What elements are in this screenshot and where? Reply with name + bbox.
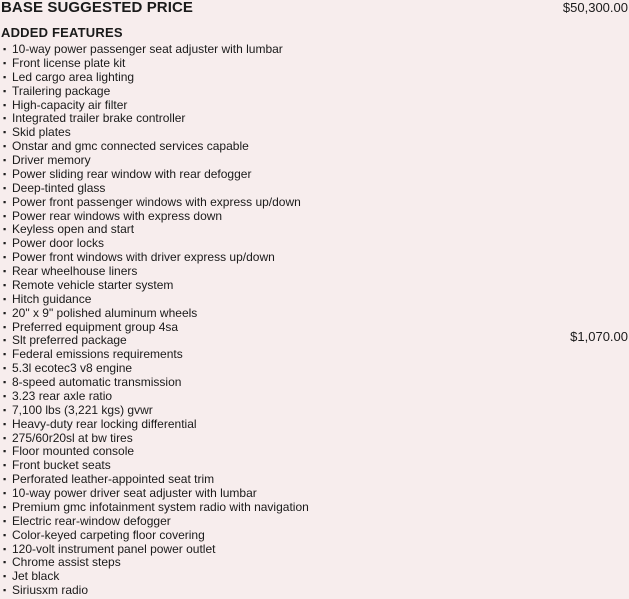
bullet-icon: ▪ — [3, 488, 7, 498]
bullet-icon: ▪ — [3, 85, 7, 96]
bullet-icon: ▪ — [3, 446, 7, 457]
feature-item — [0, 210, 629, 224]
feature-item — [0, 543, 629, 557]
feature-item — [0, 501, 629, 515]
feature-label: Premium gmc infotainment system radio with navigation — [12, 499, 309, 514]
base-price-value: $50,300.00 — [562, 0, 628, 15]
feature-label: Power front windows with driver express up/down — [12, 250, 275, 265]
bullet-icon: ▪ — [3, 557, 7, 568]
bullet-icon: ▪ — [3, 529, 7, 540]
feature-label: 3.23 rear axle ratio — [12, 388, 113, 403]
bullet-icon: ▪ — [3, 57, 7, 68]
bullet-icon: ▪ — [3, 266, 7, 276]
bullet-icon: ▪ — [3, 293, 7, 304]
bullet-icon: ▪ — [3, 349, 7, 360]
bullet-icon: ▪ — [3, 168, 7, 179]
feature-item — [0, 473, 629, 487]
feature-item — [0, 570, 629, 584]
feature-label: Federal emissions requirements — [12, 347, 183, 362]
feature-item — [0, 362, 629, 376]
bullet-icon: ▪ — [3, 363, 7, 374]
feature-item — [0, 99, 629, 113]
feature-label: Skid plates — [12, 125, 71, 140]
bullet-icon: ▪ — [3, 224, 7, 235]
feature-label: Onstar and gmc connected services capable — [12, 139, 249, 154]
added-features-title: ADDED FEATURES — [1, 25, 123, 40]
feature-item — [0, 390, 629, 404]
bullet-icon: ▪ — [3, 335, 7, 346]
feature-label: Rear wheelhouse liners — [12, 264, 138, 278]
bullet-icon: ▪ — [3, 390, 7, 401]
feature-item — [0, 529, 629, 543]
feature-item — [0, 459, 629, 473]
feature-label: Siriusxm radio — [12, 583, 89, 598]
feature-item — [0, 404, 629, 418]
feature-label: 5.3l ecotec3 v8 engine — [12, 361, 133, 376]
bullet-icon: ▪ — [3, 460, 7, 471]
feature-label: Chrome assist steps — [12, 555, 121, 570]
bullet-icon: ▪ — [3, 585, 7, 596]
feature-item — [0, 307, 629, 321]
feature-list — [0, 43, 629, 598]
feature-label: Power door locks — [12, 236, 105, 251]
bullet-icon: ▪ — [3, 418, 7, 429]
bullet-icon: ▪ — [3, 404, 7, 415]
feature-label: Electric rear-window defogger — [12, 513, 171, 528]
feature-label: Trailering package — [12, 83, 111, 98]
feature-item — [0, 140, 629, 154]
feature-item — [0, 376, 629, 390]
feature-item — [0, 154, 629, 168]
feature-item — [0, 251, 629, 265]
feature-label: Color-keyed carpeting floor covering — [12, 527, 205, 542]
feature-label: 10-way power passenger seat adjuster with lumbar — [12, 42, 283, 56]
feature-item — [0, 196, 629, 210]
feature-label: Power rear windows with express down — [12, 208, 223, 223]
feature-item — [0, 223, 629, 237]
feature-item — [0, 329, 629, 348]
bullet-icon: ▪ — [3, 127, 7, 138]
feature-item — [0, 515, 629, 529]
bullet-icon: ▪ — [3, 99, 7, 110]
bullet-icon: ▪ — [3, 252, 7, 263]
feature-label: Deep-tinted glass — [12, 180, 106, 195]
feature-item — [0, 432, 629, 446]
feature-item — [0, 487, 629, 501]
base-price-row — [0, 0, 629, 16]
bullet-icon: ▪ — [3, 238, 7, 249]
bullet-icon: ▪ — [3, 141, 7, 152]
bullet-icon: ▪ — [3, 501, 7, 512]
feature-label: Hitch guidance — [12, 291, 92, 306]
feature-item — [0, 71, 629, 85]
bullet-icon: ▪ — [3, 377, 7, 387]
feature-label: 7,100 lbs (3,221 kgs) gvwr — [12, 402, 153, 417]
bullet-icon: ▪ — [3, 515, 7, 526]
base-price-title: BASE SUGGESTED PRICE — [1, 0, 194, 16]
bullet-icon: ▪ — [3, 210, 7, 221]
feature-item — [0, 556, 629, 570]
feature-label: Floor mounted console — [12, 444, 135, 459]
feature-label: Keyless open and start — [12, 222, 135, 237]
feature-label: Integrated trailer brake controller — [12, 111, 186, 126]
feature-item — [0, 348, 629, 362]
bullet-icon: ▪ — [3, 113, 7, 124]
feature-item — [0, 112, 629, 126]
bullet-icon: ▪ — [3, 543, 7, 554]
bullet-icon: ▪ — [3, 71, 7, 82]
feature-label: Slt preferred package — [12, 333, 127, 348]
feature-item — [0, 57, 629, 71]
bullet-icon: ▪ — [3, 182, 7, 193]
feature-label: 20" x 9" polished aluminum wheels — [12, 305, 198, 320]
bullet-icon: ▪ — [3, 279, 7, 290]
bullet-icon: ▪ — [3, 155, 7, 165]
feature-item — [0, 321, 629, 335]
bullet-icon: ▪ — [3, 432, 7, 443]
feature-label: 8-speed automatic transmission — [12, 375, 182, 389]
feature-item — [0, 265, 629, 279]
feature-item — [0, 584, 629, 598]
feature-label: Perforated leather-appointed seat trim — [12, 472, 215, 487]
feature-item — [0, 168, 629, 182]
feature-item — [0, 182, 629, 196]
feature-label: High-capacity air filter — [12, 97, 128, 112]
feature-item — [0, 85, 629, 99]
bullet-icon: ▪ — [3, 321, 7, 332]
bullet-icon: ▪ — [3, 196, 7, 207]
feature-item — [0, 418, 629, 432]
feature-label: Driver memory — [12, 153, 91, 167]
feature-label: Jet black — [12, 569, 60, 584]
feature-label: 120-volt instrument panel power outlet — [12, 541, 216, 556]
bullet-icon: ▪ — [3, 307, 7, 318]
feature-label: Preferred equipment group 4sa — [12, 319, 179, 334]
feature-item — [0, 126, 629, 140]
feature-label: Power front passenger windows with express up/down — [12, 194, 301, 209]
feature-label: 10-way power driver seat adjuster with lumbar — [12, 486, 257, 500]
feature-item — [0, 43, 629, 57]
feature-label: Heavy-duty rear locking differential — [12, 416, 197, 431]
feature-item — [0, 293, 629, 307]
feature-label: Power sliding rear window with rear defogger — [12, 166, 252, 181]
feature-item — [0, 445, 629, 459]
feature-label: 275/60r20sl at bw tires — [12, 430, 133, 445]
bullet-icon: ▪ — [3, 44, 7, 54]
bullet-icon: ▪ — [3, 474, 7, 485]
feature-label: Led cargo area lighting — [12, 69, 135, 84]
feature-label: Front bucket seats — [12, 458, 111, 473]
feature-item — [0, 237, 629, 251]
bullet-icon: ▪ — [3, 571, 7, 582]
feature-item — [0, 279, 629, 293]
feature-label: Front license plate kit — [12, 55, 126, 70]
feature-label: Remote vehicle starter system — [12, 277, 174, 292]
feature-price: $1,070.00 — [570, 329, 628, 345]
